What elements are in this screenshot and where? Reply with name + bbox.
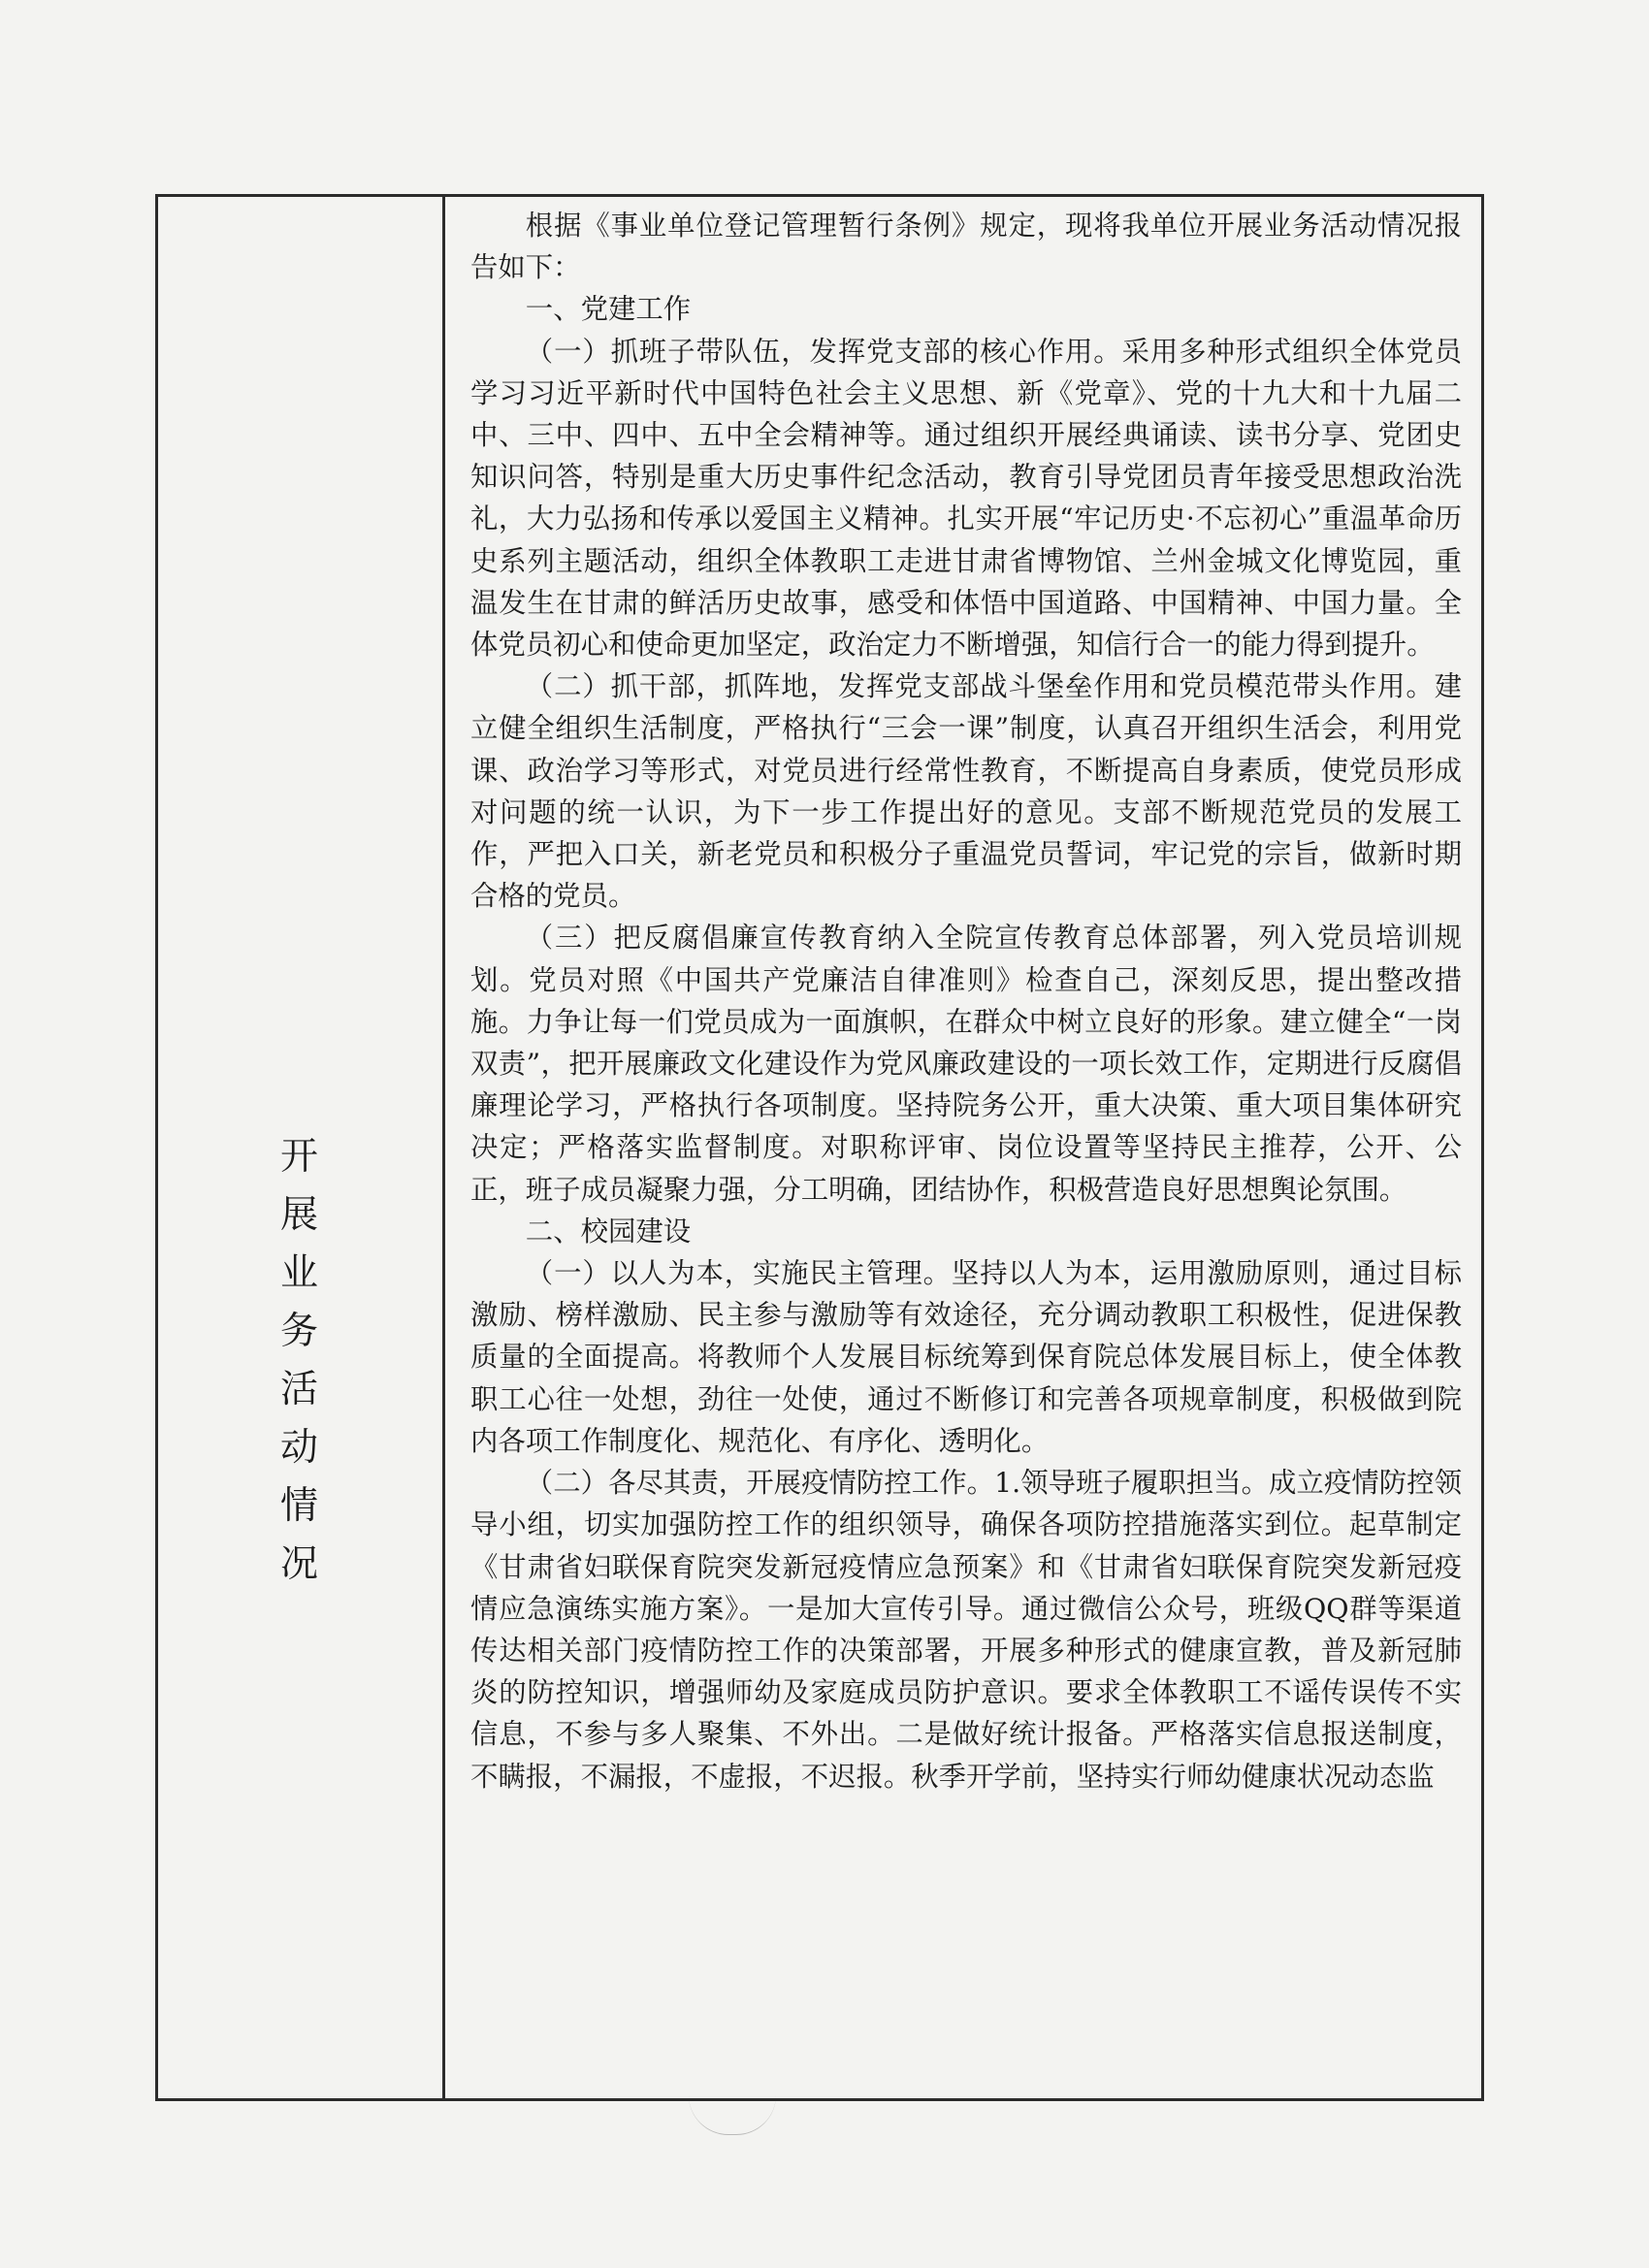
content-cell [445, 197, 1481, 2098]
label-char: 业 [279, 1251, 320, 1295]
section-heading-party-building: 一、党建工作 [525, 293, 692, 326]
label-char: 务 [279, 1310, 320, 1353]
paragraph-team-building: （一）抓班子带队伍，发挥党支部的核心作用。采用多种形式组织全体党员学习习近平新时代中国特色社会主义思想、新《党章》、党的十九大和十九届二中、三中、四中、五中全会精神等。通过组织开展经典诵读、读书分享、党团史知识问答，特别是重大历史事件纪念活动，教育引导党团员青年接受思想政治洗礼，大力弘扬和传承以爱国主义精神。扎实开展“牢记历史·不忘初心”重温革命历史系列主题活动，组织全体教职工走进甘肃省博物馆、兰州金城文化博览园，重温发生在甘肃的鲜活历史故事，感受和体悟中国道路、中国精神、中国力量。全体党员初心和使命更加坚定，政治定力不断增强，知信行合一的能力得到提升。 [470, 335, 1462, 662]
label-char: 情 [279, 1484, 320, 1528]
paragraph-cadre-building: （二）抓干部，抓阵地，发挥党支部战斗堡垒作用和党员模范带头作用。建立健全组织生活制度，严格执行“三会一课”制度，认真召开组织生活会，利用党课、政治学习等形式，对党员进行经常性教育，不断提高自身素质，使党员形成对问题的统一认识，为下一步工作提出好的意见。支部不断规范党员的发展工作，严把入口关，新老党员和积极分子重温党员誓词，牢记党的宗旨，做新时期合格的党员。 [470, 670, 1462, 913]
label-cell [158, 197, 445, 2098]
label-char: 活 [279, 1368, 320, 1411]
paragraph-anti-corruption: （三）把反腐倡廉宣传教育纳入全院宣传教育总体部署，列入党员培训规划。党员对照《中国共产党廉洁自律准则》检查自己，深刻反思，提出整改措施。力争让每一们党员成为一面旗帜，在群众中树立良好的形象。建立健全“一岗双责”，把开展廉政文化建设作为党风廉政建设的一项长效工作，定期进行反腐倡廉理论学习，严格执行各项制度。坚持院务公开，重大决策、重大项目集体研究决定；严格落实监督制度。对职称评审、岗位设置等坚持民主推荐，公开、公正，班子成员凝聚力强，分工明确，团结协作，积极营造良好思想舆论氛围。 [470, 922, 1462, 1206]
paragraph-democratic-management: （一）以人为本，实施民主管理。坚持以人为本，运用激励原则，通过目标激励、榜样激励、民主参与激励等有效途径，充分调动教职工积极性，促进保教质量的全面提高。将教师个人发展目标统筹到保育院总体发展目标上，使全体教职工心往一处想，劲往一处使，通过不断修订和完善各项规章制度，积极做到院内各项工作制度化、规范化、有序化、透明化。 [470, 1257, 1462, 1457]
intro-paragraph: 根据《事业单位登记管理暂行条例》规定，现将我单位开展业务活动情况报告如下： [470, 210, 1462, 284]
label-char: 开 [279, 1135, 320, 1179]
label-char: 展 [279, 1193, 320, 1237]
label-char: 况 [279, 1542, 320, 1586]
paragraph-epidemic-control: （二）各尽其责，开展疫情防控工作。1.领导班子履职担当。成立疫情防控领导小组，切实加强防控工作的组织领导，确保各项防控措施落实到位。起草制定《甘肃省妇联保育院突发新冠疫情应急预案》和《甘肃省妇联保育院突发新冠疫情应急演练实施方案》。一是加大宣传引导。通过微信公众号，班级QQ群等渠道传达相关部门疫情防控工作的决策部署，开展多种形式的健康宣教，普及新冠肺炎的防控知识，增强师幼及家庭成员防护意识。要求全体教职工不谣传误传不实信息，不参与多人聚集、不外出。二是做好统计报备。严格落实信息报送制度，不瞒报，不漏报，不虚报，不迟报。秋季开学前，坚持实行师幼健康状况动态监 [470, 1467, 1462, 1793]
pen-mark [689, 2095, 776, 2135]
section-heading-campus-building: 二、校园建设 [525, 1215, 692, 1247]
report-table [155, 194, 1484, 2101]
label-char: 动 [279, 1426, 320, 1470]
vertical-label [158, 1128, 442, 1594]
